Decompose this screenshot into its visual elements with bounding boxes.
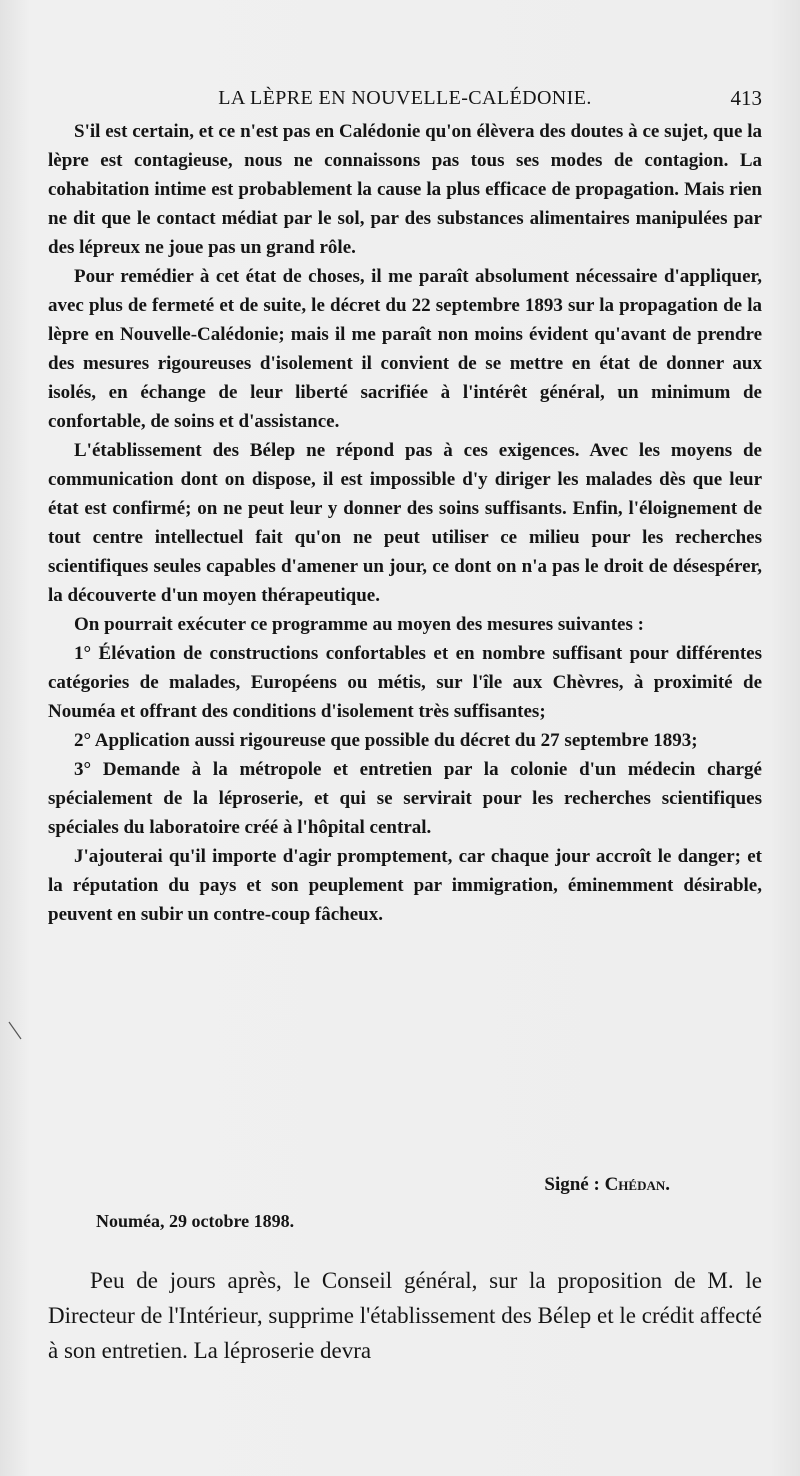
paragraph: S'il est certain, et ce n'est pas en Calédonie qu'on élèvera des doutes à ce sujet, que la lèpre est contagieuse, nous ne connaissons pas tous ses modes de contagion. La cohabitation intime est probablement la cause la plus efficace de propagation. Mais rien ne dit que le contact médiat par le sol, par des substances alimentaires manipulées par des lépreux ne joue pas un grand rôle.: [48, 121, 762, 258]
dateline: Nouméa, 29 octobre 1898.: [96, 1211, 295, 1231]
paragraph: On pourrait exécuter ce programme au moyen des mesures suivantes :: [74, 614, 644, 635]
page-number: 413: [730, 86, 762, 110]
list-item: 2° Application aussi rigoureuse que possible du décret du 27 septembre 1893;: [74, 730, 698, 751]
page-header: [48, 84, 762, 112]
list-item: 3° Demande à la métropole et entretien par la colonie d'un médecin chargé spécialement de la léproserie, et qui se servirait pour les recherches scientifiques spéciales du laboratoire créé à l'hôpital central.: [48, 759, 762, 838]
margin-stroke-icon: [6, 1020, 26, 1042]
signature-name: Chédan.: [604, 1174, 670, 1195]
paragraph: Pour remédier à cet état de choses, il me paraît absolument nécessaire d'appliquer, avec plus de fermeté et de suite, le décret du 22 septembre 1893 sur la propagation de la lèpre en Nouvelle-Calédonie; mais il me paraît non moins évident qu'avant de prendre des mesures rigoureuses d'isolement il convient de se mettre en état de donner aux isolés, en échange de leur liberté sacrifiée à l'intérêt général, un minimum de confortable, de soins et d'assistance.: [48, 266, 762, 432]
continuation-text: [48, 1263, 762, 1368]
signature: [48, 1170, 762, 1199]
paragraph: L'établissement des Bélep ne répond pas à ces exigences. Avec les moyens de communication dont on dispose, il est impossible d'y diriger les malades dès que leur état est confirmé; on ne peut leur y donner des soins suffisants. Enfin, l'éloignement de tout centre intellectuel fait qu'on ne peut utiliser ce milieu pour les recherches scientifiques seules capables d'amener un jour, ce dont on n'a pas le droit de désespérer, la découverte d'un moyen thérapeutique.: [48, 440, 762, 606]
running-title: LA LÈPRE EN NOUVELLE-CALÉDONIE.: [218, 87, 592, 109]
signature-prefix: Signé :: [544, 1174, 605, 1195]
continuation-paragraph: Peu de jours après, le Conseil général, sur la proposition de M. le Directeur de l'Intérieur, supprime l'établissement des Bélep et le crédit affecté à son entretien. La léproserie devra: [48, 1268, 762, 1363]
paragraph: J'ajouterai qu'il importe d'agir promptement, car chaque jour accroît le danger; et la réputation du pays et son peuplement par immigration, éminemment désirable, peuvent en subir un contre-coup fâcheux.: [48, 846, 762, 925]
main-text: [48, 117, 762, 929]
list-item: 1° Élévation de constructions confortables et en nombre suffisant pour différentes catégories de malades, Européens ou métis, sur l'île aux Chèvres, à proximité de Nouméa et offrant des conditions d'isolement très suffisantes;: [48, 643, 762, 722]
